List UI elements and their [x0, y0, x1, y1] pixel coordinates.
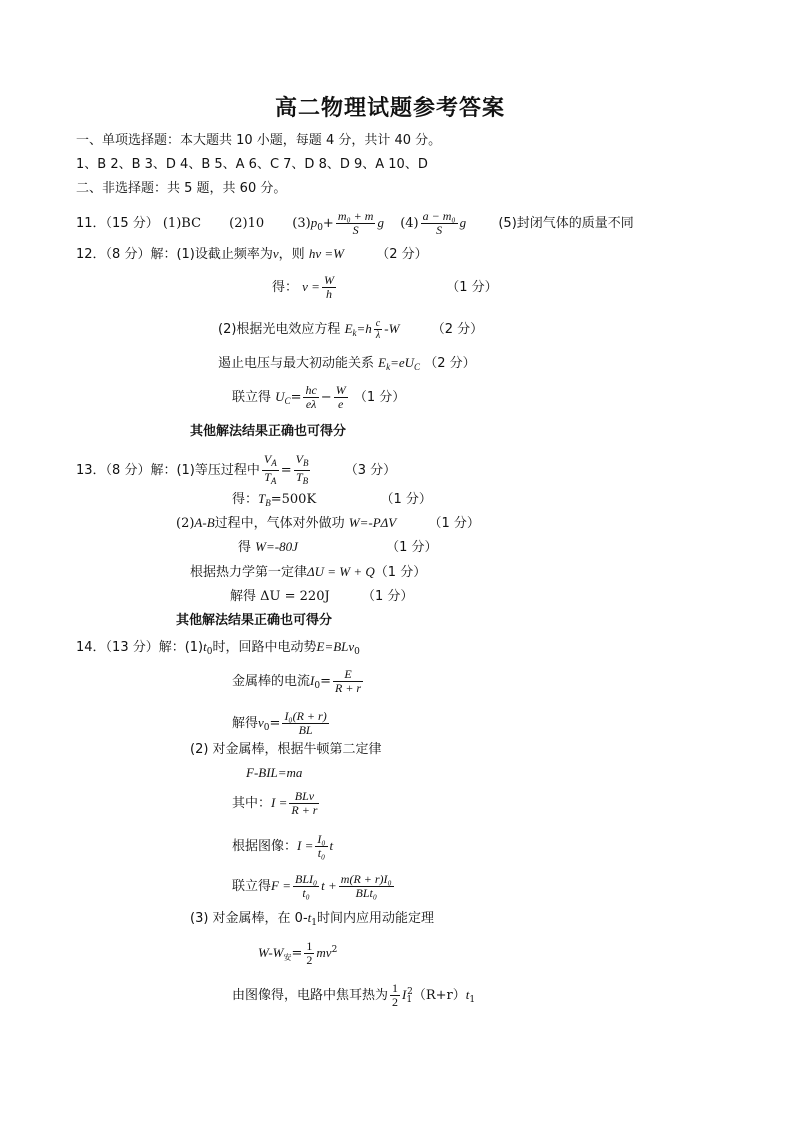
q12-p2-eq-mid: =h: [356, 321, 372, 336]
q12-p4-f2-num: W: [335, 383, 346, 397]
q13-r2-pre: (2): [176, 516, 195, 531]
q11-a3-pre: (3): [292, 216, 311, 231]
q12-p4-fraction1: [303, 384, 318, 411]
q13-fraction2: [294, 453, 311, 488]
q14-l10-eq: =: [291, 946, 303, 961]
q12-p2: (2)根据光电效应方程: [218, 322, 341, 337]
q13-pts6: （1 分）: [361, 589, 414, 604]
q12-p2-fraction: [374, 318, 382, 341]
q14-l6-num: BLv: [294, 789, 315, 803]
q14-line5: F-BIL=ma: [246, 765, 303, 780]
q14-l8-f2-num: m(R + r)I₀: [340, 872, 392, 886]
q14-lead: 14．（13 分）解：(1): [76, 640, 204, 655]
q14-l10-den: 2: [306, 953, 313, 967]
q13-f1-num-sub: A: [271, 458, 277, 468]
q14-l3-num: I₀(R + r): [284, 709, 327, 723]
q14-l8: 联立得: [232, 879, 272, 894]
q13-pts5: （1 分）: [374, 565, 427, 580]
q14-l7-fraction: [315, 833, 327, 860]
q13-r4: 根据热力学第一定律: [190, 565, 308, 580]
q11-a4-fraction: [421, 210, 458, 237]
q12-then: ，则: [278, 247, 305, 262]
q14-l10-pre: W-W: [258, 945, 284, 960]
q13-r2-text: 过程中，气体对外做功: [214, 516, 345, 531]
q12-p4: 联立得: [232, 390, 272, 405]
q12-eq2-fraction: [322, 274, 336, 301]
q12-p4-minus: −: [320, 390, 332, 405]
q12-p2-frac-den: λ: [374, 329, 382, 341]
q14-l11: 由图像得，电路中焦耳热为: [232, 988, 389, 1003]
q11-a4-den: S: [421, 223, 458, 237]
q13-note: 其他解法结果正确也可得分: [176, 613, 333, 628]
q14-l10-sub: 安: [283, 953, 292, 962]
q13-f2-num-v: V: [295, 452, 303, 466]
q14-line9: [190, 909, 434, 932]
q14-l3-v: v: [258, 715, 264, 730]
q14-l11-I-sub: 1: [406, 995, 413, 1005]
q14-emf-sub: 0: [354, 647, 360, 657]
q13-r5-eq: ΔU = 220J: [260, 589, 330, 604]
q14-l11-t-sub: 1: [469, 995, 476, 1005]
q13-f2-num: [294, 453, 311, 470]
q14-line8: [232, 873, 396, 900]
q12-line3: [218, 318, 483, 342]
q14-l10-sup: 2: [331, 945, 338, 955]
q13-r1: 得：: [232, 492, 259, 507]
q14-l8-f2-den: BLt₀: [339, 886, 394, 900]
q12-line1: [76, 245, 428, 264]
q14-l8-f1-num: BLI₀: [294, 872, 318, 886]
q13-f2-den-v: T: [295, 470, 303, 484]
q13-lead: 13．（8 分）解：(1)等压过程中: [76, 463, 260, 478]
q12-pts1: （2 分）: [376, 247, 428, 262]
q13-line5: [190, 563, 426, 582]
q14-l8-eq: F =: [271, 878, 291, 893]
q14-t0: t: [203, 639, 207, 654]
part1-answers: 1、B 2、B 3、D 4、B 5、A 6、C 7、D 8、D 9、A 10、D: [76, 157, 428, 172]
q14-t0-sub: 0: [206, 647, 213, 657]
q14-emf: E=BLv: [316, 639, 355, 654]
part1-header: 一、单项选择题：本大题共 10 小题，每题 4 分，共计 40 分。: [76, 133, 442, 148]
q14-lead2: 时，回路中电动势: [212, 640, 317, 655]
q14-l11-num: 1: [392, 981, 399, 995]
q13-f2-den: [294, 470, 311, 488]
q14-l8-fraction1: [293, 873, 319, 900]
q13-f1-den: [262, 470, 279, 488]
q11-a3-p0: p: [310, 215, 318, 230]
q12-line4: [218, 354, 476, 376]
q13-r2-eq: W=-PΔV: [348, 515, 397, 530]
q14-l3-fraction: [282, 710, 328, 737]
q14-l7: 根据图像：: [232, 839, 298, 854]
q12-note: 其他解法结果正确也可得分: [190, 424, 347, 439]
q12-p2-frac-num: c: [375, 318, 381, 329]
q13-line4: [238, 538, 438, 557]
q11-a3-den: S: [336, 223, 376, 237]
q12-p3-E: E: [378, 355, 387, 370]
q11-a3-g: g: [377, 215, 384, 230]
q11-line: [76, 210, 634, 237]
page-title: 高二物理试题参考答案: [275, 96, 506, 121]
q13-pts2: （1 分）: [380, 492, 432, 507]
q11-a1: (1)BC: [162, 216, 202, 231]
q14-l9-t-sub: 1: [311, 918, 318, 928]
q13-f1-num: [262, 453, 279, 470]
q14-line7: [232, 833, 333, 860]
q13-f1-num-v: V: [263, 452, 272, 466]
q12-eq1: hν =W: [308, 246, 344, 261]
q12-lead: 12．（8 分）解：(1)设截止频率为: [76, 247, 273, 262]
q13-f1-den-v: T: [264, 470, 271, 484]
q12-eq2-num: W: [323, 273, 334, 287]
q12-pts4: （2 分）: [424, 356, 476, 371]
q13-r4-eq: ΔU = W + Q: [307, 564, 375, 579]
q11-a3-plus: +: [322, 216, 334, 231]
q14-l11-rest: （R+r）: [412, 988, 466, 1003]
q13-fraction1: [262, 453, 279, 488]
q13-f2-num-sub: B: [302, 458, 309, 468]
q12-line2: [272, 274, 498, 301]
q14-l11-t: t: [465, 987, 470, 1002]
q12-p3-E-sub: k: [386, 362, 391, 372]
q13-r1-sub: B: [265, 498, 271, 508]
q14-l3: 解得: [232, 716, 259, 731]
q13-eq: =: [280, 463, 292, 478]
q14-l6-den: R + r: [291, 803, 318, 817]
q12-p3-eq-post: =eU: [390, 355, 415, 370]
q14-l2-eq: =: [320, 674, 331, 689]
q11-a4-num: a − m₀: [422, 209, 456, 223]
q11-lead: 11．（15 分）: [76, 216, 159, 231]
q14-l2-I: I: [310, 673, 315, 688]
q12-p3: 遏止电压与最大初动能关系: [218, 356, 375, 371]
q14-line1: [76, 638, 360, 661]
q14-l9-t: t: [307, 910, 312, 925]
q14-l2-num: E: [344, 667, 352, 681]
q12-line5: [232, 384, 405, 411]
q14-l11-fraction: [390, 982, 400, 1009]
q14-l11-I: I: [402, 987, 407, 1002]
q11-a5: (5)封闭气体的质量不同: [498, 216, 634, 231]
q12-p2-E: E: [344, 321, 353, 336]
q14-l6-fraction: [289, 790, 319, 817]
part2-header: 二、非选择题：共 5 题，共 60 分。: [76, 181, 287, 196]
q12-p4-U: U: [275, 389, 285, 404]
q13-f1-den-sub: A: [270, 476, 277, 486]
q14-l2-den: R + r: [335, 681, 362, 695]
q14-l6-eq: I =: [271, 795, 288, 810]
q13-f2-den-sub: B: [302, 476, 309, 486]
q14-l2: 金属棒的电流: [232, 674, 311, 689]
q11-a3-p0-sub: 0: [317, 223, 323, 233]
q12-p4-f1-den: eλ: [303, 397, 318, 411]
q13-r3: 得: [238, 540, 252, 555]
q14-l8-fraction2: [339, 873, 394, 900]
q12-p3-sub2: C: [414, 362, 421, 372]
q14-line11: [232, 982, 475, 1009]
q14-line6: [232, 790, 321, 817]
q14-line2: [232, 668, 365, 695]
q14-l11-den: 2: [392, 995, 399, 1009]
q13-line3: [176, 514, 480, 533]
q14-l7-eq: I =: [297, 838, 314, 853]
q13-r1-val: =500K: [270, 492, 317, 507]
q14-l9-post: 时间内应用动能定理: [317, 911, 435, 926]
q13-pts1: （3 分）: [344, 463, 397, 478]
q14-line3: [232, 710, 331, 737]
q14-l6: 其中：: [232, 796, 272, 811]
q12-eq2-den: h: [322, 287, 336, 301]
q12-p4-eq: =: [290, 390, 302, 405]
q12-pts5: （1 分）: [353, 390, 406, 405]
q13-line1: [76, 453, 396, 488]
q12-p2-eq-post: -W: [384, 321, 400, 336]
q12-eq2-lhs: ν =: [302, 279, 320, 294]
q14-l3-v-sub: 0: [263, 723, 270, 733]
q13-r3-eq: W=-80J: [255, 539, 298, 554]
q12-nu: ν: [272, 246, 279, 261]
q14-l2-I-sub: 0: [314, 681, 321, 691]
q14-l7-num: I₀: [317, 832, 326, 846]
q13-r1-T: T: [258, 491, 266, 506]
q14-l10-post: mv: [316, 945, 332, 960]
q14-l7-den: t₀: [315, 846, 327, 860]
q14-line10: [258, 940, 337, 967]
q14-l3-den: BL: [282, 723, 328, 737]
q14-l7-t: t: [329, 838, 334, 853]
q14-l3-eq: =: [269, 716, 281, 731]
q11-a4-pre: (4): [400, 216, 419, 231]
q13-line6: [230, 588, 413, 606]
q14-line4: (2) 对金属棒，根据牛顿第二定律: [190, 742, 382, 757]
q14-l9: (3) 对金属棒，在 0-: [190, 911, 308, 926]
q13-pts3: （1 分）: [428, 516, 480, 531]
q11-a2: (2)10: [229, 216, 265, 231]
q14-l10-fraction: [304, 940, 314, 967]
q12-p4-f1-num: hc: [305, 383, 317, 397]
q12-pts2: （1 分）: [446, 280, 498, 295]
q12-pts3: （2 分）: [431, 322, 484, 337]
q14-l2-fraction: [333, 668, 363, 695]
q13-pts4: （1 分）: [386, 540, 438, 555]
q12-p4-fraction2: [334, 384, 348, 411]
q12-p4-U-sub: C: [284, 396, 291, 406]
q14-l8-f1-den: t₀: [293, 886, 319, 900]
q12-de: 得：: [272, 280, 299, 295]
q12-p4-f2-den: e: [334, 397, 348, 411]
q14-l8-t: t +: [321, 878, 337, 893]
q13-line2: [232, 490, 432, 512]
q13-r5: 解得: [230, 589, 257, 604]
q11-a4-g: g: [459, 215, 467, 230]
q12-p2-E-sub: k: [352, 328, 357, 338]
q11-a3-fraction: [336, 210, 376, 237]
q11-a3-num: m₀ + m: [337, 209, 374, 223]
q13-r2-ab: A-B: [194, 515, 215, 530]
q14-l10-num: 1: [306, 939, 313, 953]
q14-l11-sup: 2: [407, 987, 413, 997]
